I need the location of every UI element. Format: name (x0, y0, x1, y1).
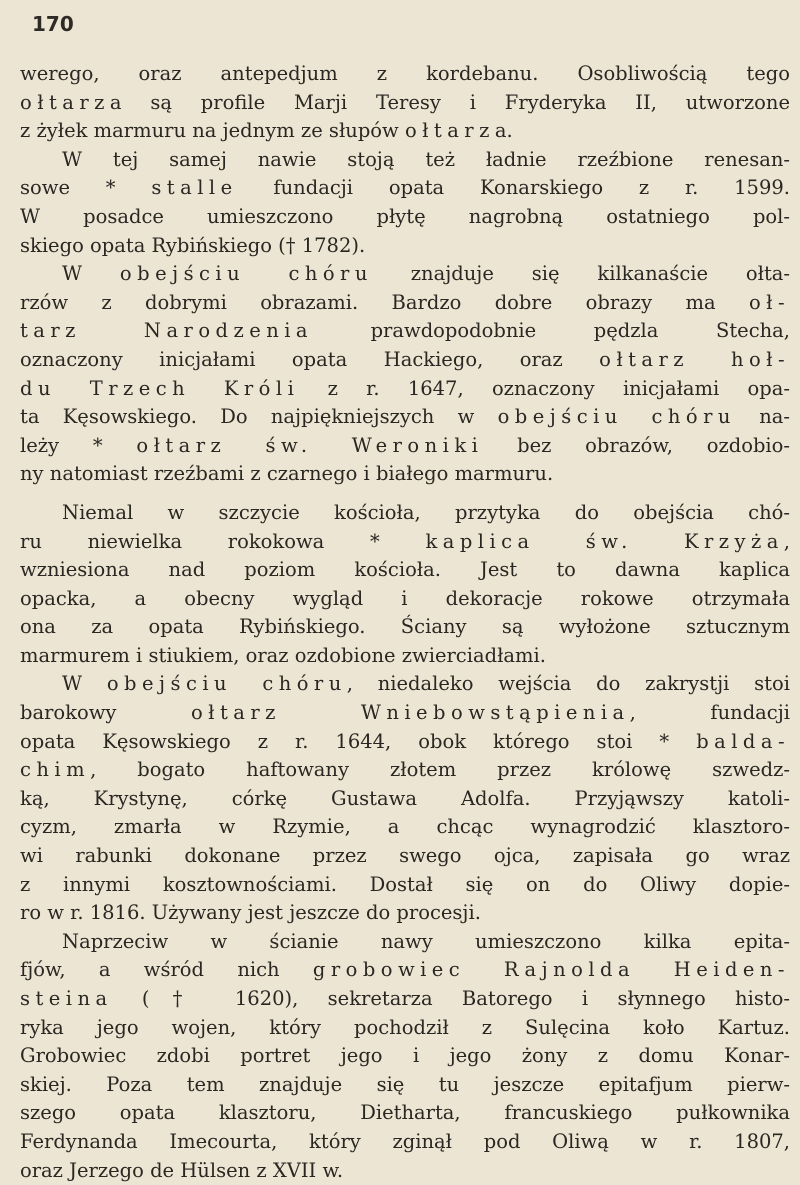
text-line: W tej samej nawie stoją też ładnie rzeźbione renesan- (62, 147, 790, 171)
text-line: chim, bogato haftowany złotem przez królowę szwedz- (20, 758, 790, 782)
text-line: cyzm, zmarła w Rzymie, a chcąc wynagrodzić klasztoro- (20, 815, 790, 839)
text-line: wzniesiona nad poziom kościoła. Jest to dawna kaplica (20, 558, 790, 582)
text-line: barokowy ołtarz Wniebowstąpienia, fundacji (20, 701, 791, 725)
text-line: W posadce umieszczono płytę nagrobną ostatniego pol- (20, 204, 790, 228)
spaced-emphasis: oł- (748, 290, 790, 314)
spaced-emphasis: obejściu chóru (106, 672, 347, 696)
text-line: ona za opata Rybińskiego. Ściany są wyłożone sztucznym (20, 615, 790, 639)
spaced-emphasis: ołtarz hoł- (599, 347, 790, 371)
text-line: du Trzech Króli z r. 1647, oznaczony inicjałami opa- (20, 376, 790, 400)
text-line: marmurem i stiukiem, oraz ozdobione zwierciadłami. (20, 643, 546, 667)
page-number: 170 (32, 12, 74, 36)
text-line: ołtarza są profile Marji Teresy i Fryderyka II, utworzone (20, 90, 790, 114)
spaced-emphasis: tarz Narodzenia (20, 319, 313, 343)
spaced-emphasis: obejściu chóru (119, 262, 373, 286)
text-line: ryka jego wojen, który pochodził z Sulęcina koło Kartuz. (20, 1015, 790, 1039)
text-line: skiego opata Rybińskiego († 1782). (20, 233, 366, 257)
text-line: ny natomiast rzeźbami z czarnego i białego marmuru. (20, 462, 554, 486)
text-line: Naprzeciw w ścianie nawy umieszczono kilka epita- (62, 929, 790, 953)
spaced-emphasis: balda- (696, 729, 790, 753)
spaced-emphasis: stalle (151, 176, 238, 200)
text-line: Niemal w szczycie kościoła, przytyka do obejścia chó- (62, 500, 790, 524)
text-line: sowe * stalle fundacji opata Konarskiego z r. 1599. (20, 176, 790, 200)
text-line: oraz Jerzego de Hülsen z XVII w. (20, 1158, 344, 1182)
body-text (20, 60, 790, 1185)
text-line: steina († 1620), sekretarza Batorego i słynnego histo- (20, 987, 790, 1010)
spaced-emphasis: kaplica św. Krzyża (425, 529, 784, 553)
text-line: skiej. Poza tem znajduje się tu jeszcze epitafjum pierw- (20, 1072, 790, 1096)
text-line: Grobowiec zdobi portret jego i jego żony z domu Konar- (20, 1044, 790, 1068)
spaced-emphasis: ołtarz (404, 119, 495, 143)
text-line: Ferdynanda Imecourta, który zginął pod Oliwą w r. 1807, (20, 1129, 790, 1153)
text-line: ką, Krystynę, córkę Gustawa Adolfa. Przyjąwszy katoli- (20, 786, 790, 810)
text-line: opacka, a obecny wygląd i dekoracje rokowe otrzymała (20, 586, 790, 610)
spaced-emphasis: du Trzech Króli (20, 376, 300, 400)
text-line: werego, oraz antepedjum z kordebanu. Osobliwością tego (20, 62, 790, 85)
spaced-emphasis: ołtarz Wniebowstąpienia (190, 701, 630, 725)
spaced-emphasis: obejściu chóru (497, 405, 736, 429)
text-line: wi rabunki dokonane przez swego ojca, zapisała go wraz (20, 844, 790, 868)
text-line: fjów, a wśród nich grobowiec Rajnolda Heiden- (20, 958, 790, 982)
text-line: oznaczony inicjałami opata Hackiego, oraz ołtarz hoł- (20, 347, 790, 371)
spaced-emphasis: steina (20, 987, 113, 1010)
text-line: szego opata klasztoru, Dietharta, francuskiego pułkownika (20, 1101, 790, 1125)
text-line: ta Kęsowskiego. Do najpiękniejszych w obejściu chóru na- (20, 405, 790, 429)
text-line: W obejściu chóru, niedaleko wejścia do zakrystji stoi (62, 672, 790, 696)
text-line: leży * ołtarz św. Weroniki bez obrazów, ozdobio- (20, 433, 791, 457)
text-line: z żyłek marmuru na jednym ze słupów ołtarza. (20, 119, 513, 143)
spaced-emphasis: ołtarz św. Weroniki (136, 433, 484, 457)
spaced-emphasis: ołtarz (20, 90, 110, 114)
text-line: ru niewielka rokokowa * kaplica św. Krzyża, (20, 529, 790, 553)
text-line: opata Kęsowskiego z r. 1644, obok którego stoi * balda- (20, 729, 790, 753)
text-line: tarz Narodzenia prawdopodobnie pędzla Stecha, (20, 319, 790, 343)
text-line: W obejściu chóru znajduje się kilkanaście ołta- (62, 262, 790, 286)
text-line: z innymi kosztownościami. Dostał się on do Oliwy dopie- (20, 872, 790, 896)
text-line: ro w r. 1816. Używany jest jeszcze do procesji. (20, 901, 481, 925)
text-line: rzów z dobrymi obrazami. Bardzo dobre obrazy ma oł- (20, 290, 790, 314)
spaced-emphasis: chim (20, 758, 91, 782)
spaced-emphasis: grobowiec Rajnolda Heiden- (312, 958, 790, 982)
